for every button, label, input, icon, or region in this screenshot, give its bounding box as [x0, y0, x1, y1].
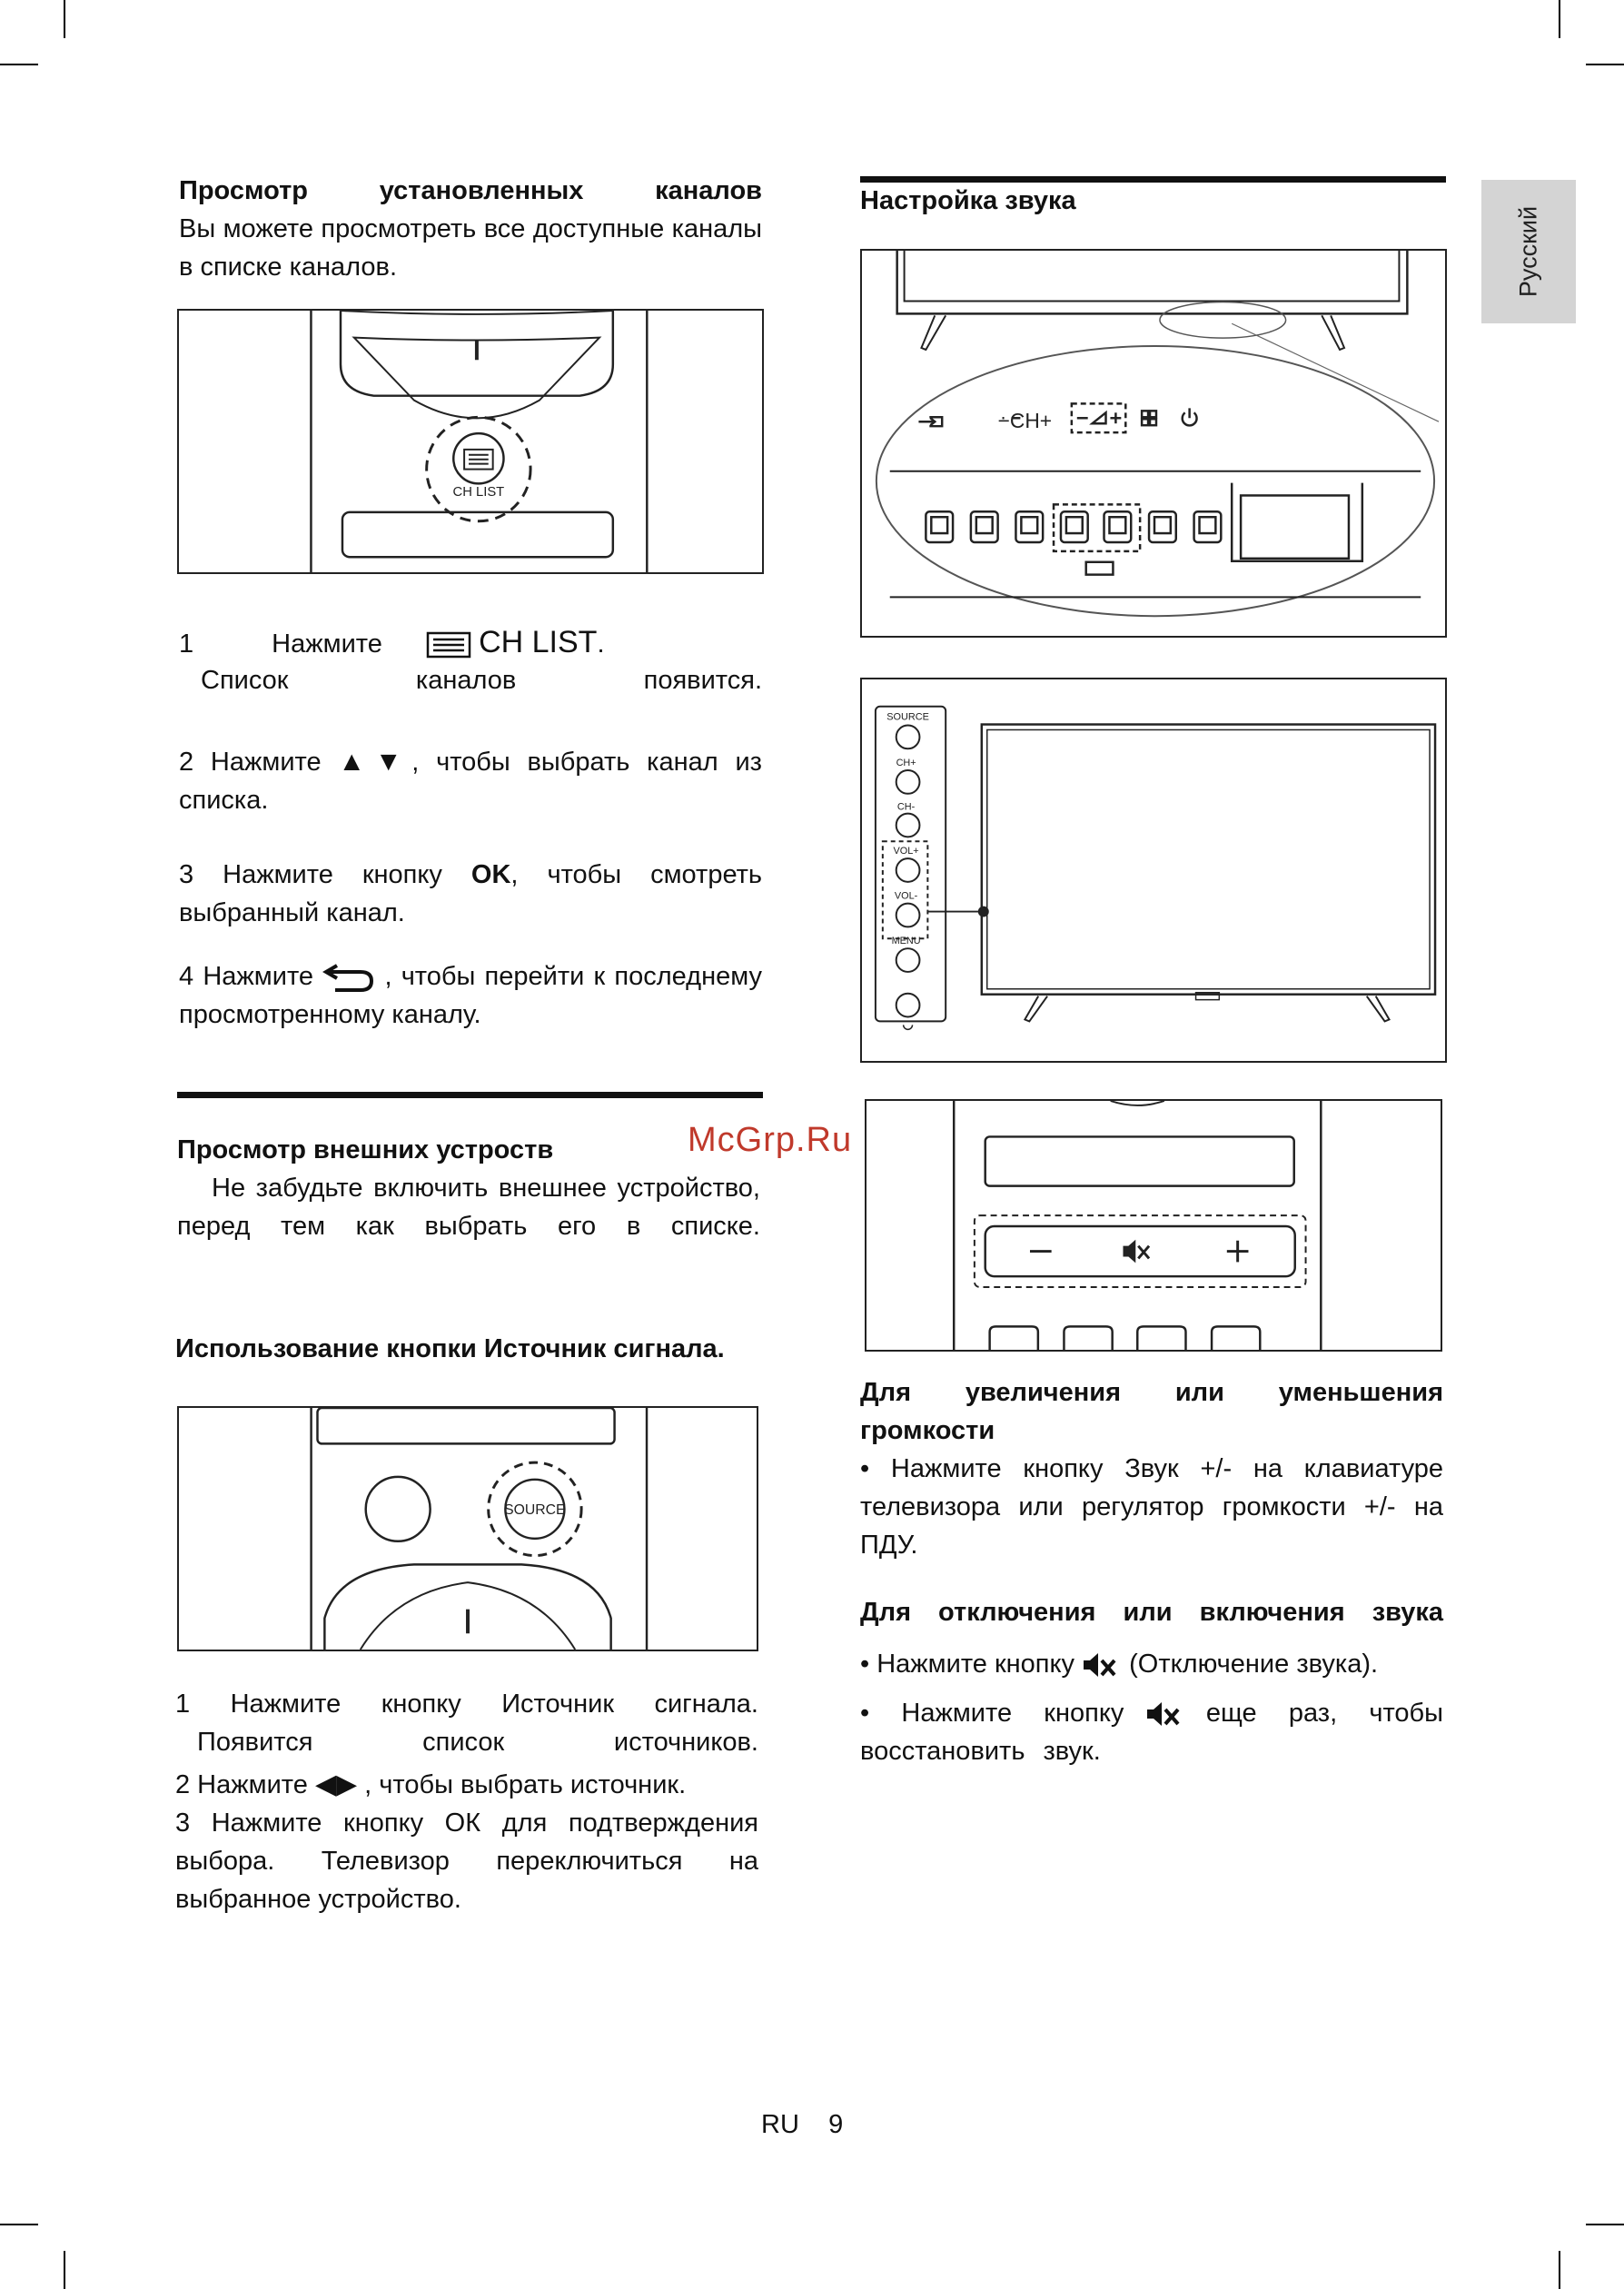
ch-list-step-3: 3 Нажмите кнопку OK, чтобы смотреть выбранный канал.	[179, 860, 763, 927]
ch-list-intro: Вы можете просмотреть все доступные каналы в списке каналов.	[179, 214, 762, 282]
source-step-1: 1 Нажмите кнопку Источник сигнала.	[175, 1690, 758, 1719]
crop-mark	[1586, 2224, 1624, 2225]
crop-mark	[1559, 0, 1560, 38]
panel-label-vol-down: VOL-	[894, 890, 918, 902]
panel-label-ch-down: CH-	[896, 801, 916, 813]
ch-list-remote-figure	[177, 309, 764, 574]
source-figure-label: SOURCE	[504, 1502, 566, 1519]
volume-text: • Нажмите кнопку Звук +/- на клавиатуре телевизора или регулятор громкости +/- на ПДУ.	[860, 1454, 1443, 1560]
ch-list-step-1: 1 Нажмите CH LIST.	[179, 625, 605, 659]
page-number: RU 9	[761, 2110, 844, 2139]
ch-list-step-1-result: Список каналов появится.	[201, 666, 762, 695]
panel-label-menu: MENU	[891, 936, 921, 947]
tv-keypad-figure	[860, 249, 1447, 638]
back-arrow-icon	[322, 962, 375, 993]
ch-list-step-2: 2 Нажмите ▲▼, чтобы выбрать канал из списка.	[179, 747, 762, 815]
mute-heading: Для отключения или включения звука	[860, 1598, 1443, 1627]
crop-mark	[1586, 64, 1624, 65]
external-heading: Просмотр внешних устроств	[177, 1135, 554, 1164]
source-step-2: 2 Нажмите ◀▶ , чтобы выбрать источник.	[175, 1769, 687, 1799]
crop-mark	[0, 2224, 38, 2225]
source-subheading: Использование кнопки Источник сигнала.	[175, 1334, 725, 1363]
crop-mark	[0, 64, 38, 65]
crop-mark	[64, 0, 65, 38]
source-step-1-result: Появится список источников.	[197, 1728, 758, 1757]
language-tab: Русский	[1481, 180, 1576, 323]
mute-icon	[1082, 1650, 1122, 1680]
ch-list-figure-label: CH LIST	[452, 485, 505, 500]
panel-label-source: SOURCE	[886, 711, 929, 723]
external-intro: Не забудьте включить внешнее устройство, перед тем как выбрать его в списке.	[177, 1174, 760, 1241]
watermark: McGrp.Ru	[688, 1121, 853, 1159]
crop-mark	[64, 2251, 65, 2289]
sound-heading: Настройка звука	[860, 186, 1076, 215]
source-remote-figure	[177, 1406, 758, 1651]
side-panel-figure	[860, 678, 1447, 1063]
svg-text:−CH+: −CH+	[997, 409, 1053, 433]
ch-list-step-4: 4 Нажмите , чтобы перейти к последнему просмотренному каналу.	[179, 962, 762, 1029]
panel-label-vol-up: VOL+	[893, 846, 919, 857]
source-step-3: 3 Нажмите кнопку ОК для подтверждения выбора. Телевизор переключиться на выбранное устройство.	[175, 1808, 758, 1914]
volume-heading: Для увеличения или уменьшения громкости	[860, 1378, 1443, 1445]
left-right-arrows-icon: ◀▶	[314, 1769, 358, 1799]
mute-icon	[1145, 1699, 1185, 1729]
ch-list-button-label: CH LIST	[479, 625, 598, 659]
ch-list-heading: Просмотр установленных каналов	[179, 176, 762, 205]
up-down-arrows-icon: ▲▼	[338, 747, 412, 777]
section-divider	[177, 1092, 763, 1098]
crop-mark	[1559, 2251, 1560, 2289]
mute-item-1: • Нажмите кнопку (Отключение звука).	[860, 1645, 1443, 1683]
list-icon	[426, 631, 471, 659]
panel-label-ch-up: CH+	[896, 758, 916, 769]
mute-item-2: • Нажмите кнопку еще раз, чтобы восстановить звук.	[860, 1699, 1444, 1766]
remote-volume-figure	[865, 1099, 1442, 1352]
